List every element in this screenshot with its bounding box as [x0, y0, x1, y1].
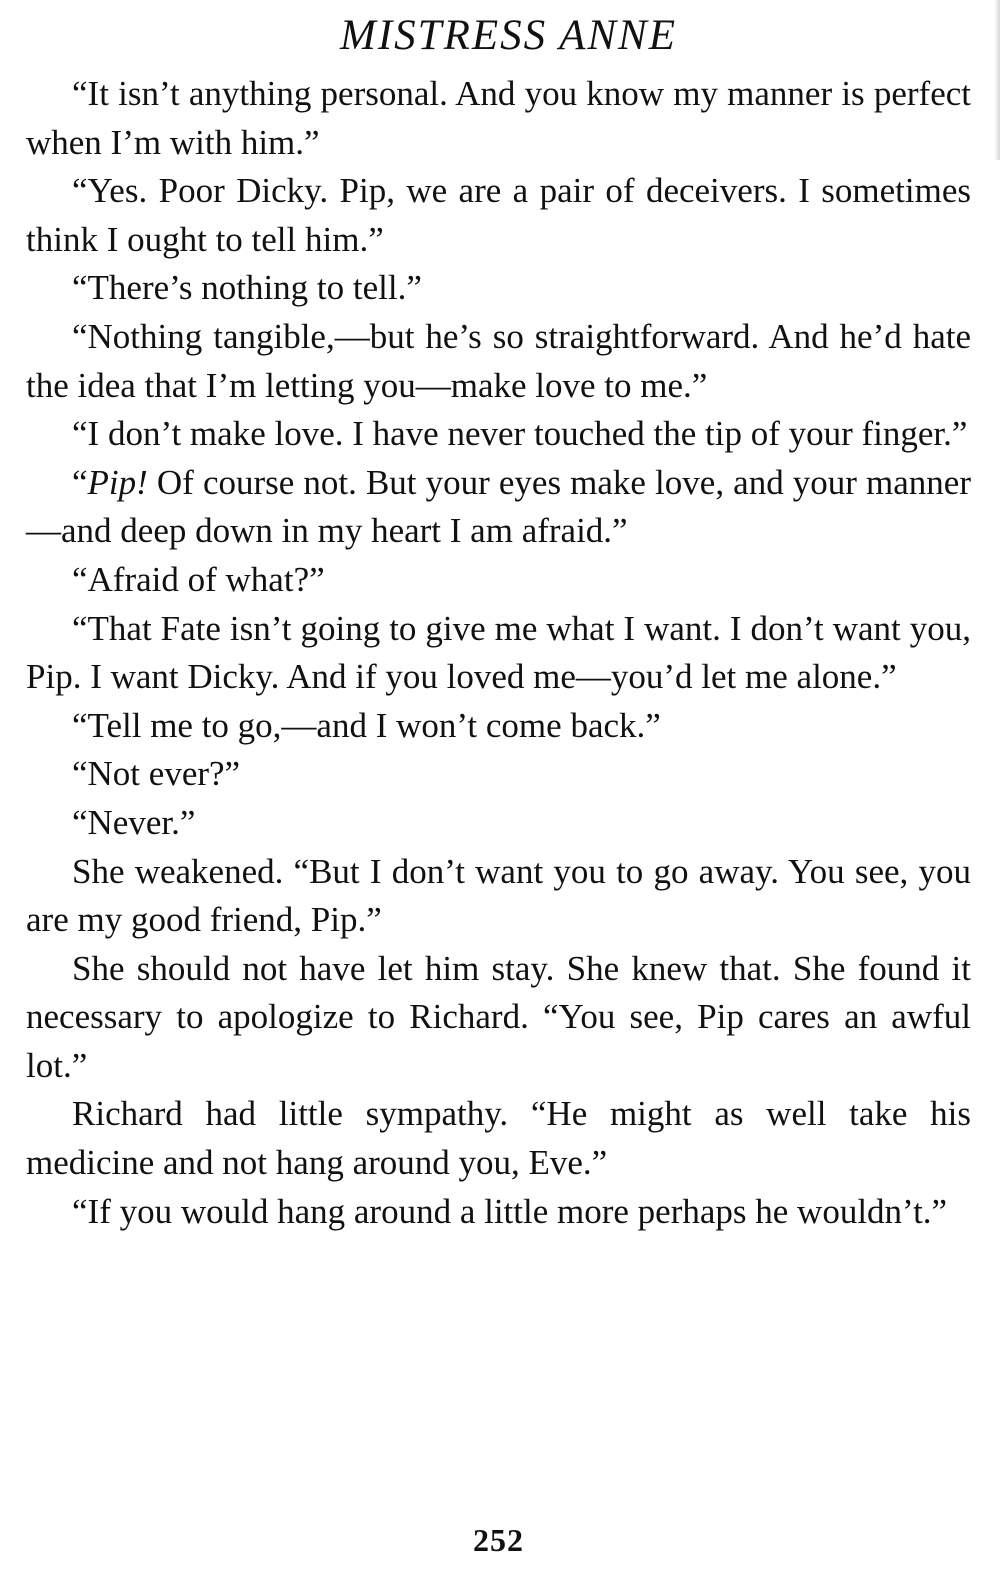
paragraph [26, 459, 971, 556]
page-number: 252 [473, 1522, 524, 1558]
paragraph: “Afraid of what?” [72, 559, 325, 599]
paragraph: “Nothing tangible,—but he’s so straightforward. And he’d hate the idea that I’m letting you—make love to me.” [26, 316, 971, 405]
paragraph: “Yes. Poor Dicky. Pip, we are a pair of deceivers. I sometimes think I ought to tell him.” [26, 171, 971, 259]
paragraph: She weakened. “But I don’t want you to go away. You see, you are my good friend, Pip.” [26, 851, 971, 940]
paragraph: She should not have let him stay. She knew that. She found it necessary to apologize to Richard. “You see, Pip cares an awful lot.” [26, 948, 971, 1085]
page-body [26, 70, 971, 1236]
paragraph: “Tell me to go,—and I won’t come back.” [72, 705, 661, 745]
book-page [26, 6, 971, 1576]
paragraph: “If you would hang around a little more perhaps he wouldn’t.” [72, 1191, 948, 1231]
paragraph: “That Fate isn’t going to give me what I want. I don’t want you, Pip. I want Dicky. And if you loved me—you’d let me alone.” [26, 608, 971, 697]
running-head: MISTRESS ANNE [340, 12, 677, 59]
emphasized-text: Pip! [87, 462, 148, 502]
paragraph: “Never.” [72, 802, 196, 842]
paragraph: “I don’t make love. I have never touched the tip of your finger.” [72, 414, 968, 454]
paragraph: “Not ever?” [72, 754, 241, 794]
paragraph: “It isn’t anything personal. And you know my manner is perfect when I’m with him.” [26, 74, 971, 162]
paragraph: “There’s nothing to tell.” [72, 268, 422, 308]
paragraph: Richard had little sympathy. “He might as well take his medicine and not hang around you, Eve.” [26, 1094, 971, 1183]
paragraph-text: Of course not. But your eyes make love, and your manner—and deep down in my heart I am afraid.” [26, 462, 971, 551]
open-quote: “ [72, 462, 88, 502]
page-edge-shadow [994, 0, 1000, 160]
